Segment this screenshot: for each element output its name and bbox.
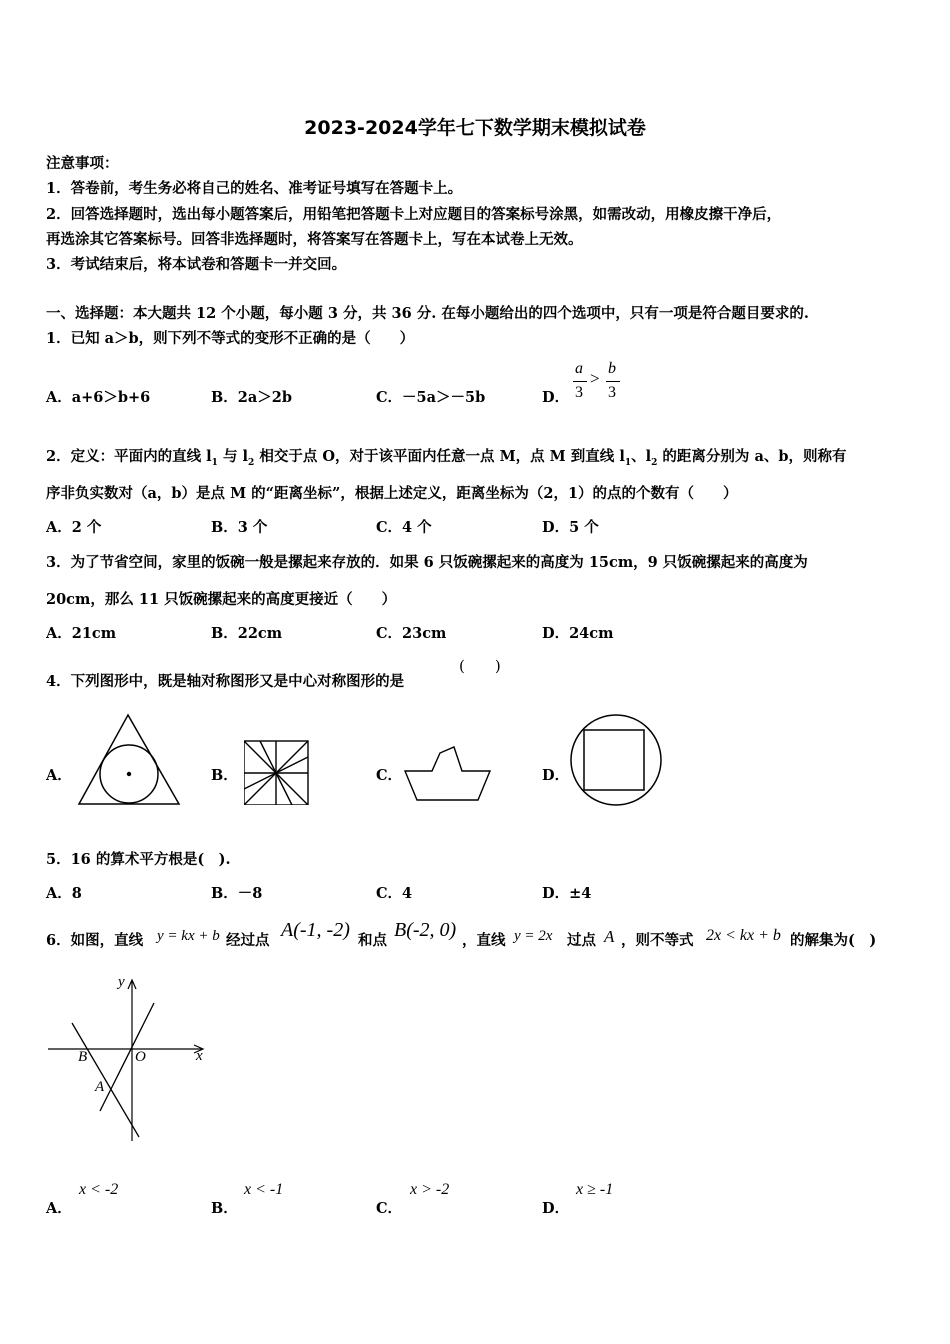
- q4-option-d-label: D．: [542, 767, 570, 784]
- q1-d-numerator-a: a: [575, 360, 583, 377]
- q1-stem: 1．已知 a＞b，则下列不等式的变形不正确的是（ ）: [46, 330, 415, 347]
- q5-stem: 5．16 的算术平方根是( ).: [46, 851, 231, 868]
- q2-option-a: A．2 个: [46, 519, 102, 536]
- q6-option-b: x < -1: [244, 1181, 284, 1198]
- q1-d-denominator-1: 3: [575, 384, 583, 401]
- q4-option-b-label: B．: [211, 767, 238, 784]
- q1-option-b: B．2a＞2b: [211, 389, 292, 406]
- notice-item-3: 3．考试结束后，将本试卷和答题卡一并交回。: [46, 256, 347, 273]
- q6-a-label: A: [95, 1079, 105, 1095]
- q6-point-b: B(-2, 0): [394, 919, 457, 941]
- q1-option-c: C．－5a＞－5b: [376, 389, 486, 406]
- notice-item-2-line-1: 2．回答选择题时，选出每小题答案后，用铅笔把答题卡上对应题目的答案标号涂黑，如需改动，用橡皮擦干净后，: [46, 206, 782, 223]
- q1-option-d-fraction: [572, 360, 628, 406]
- q6-stem-4: ，直线: [462, 932, 506, 949]
- q6-b-label: B: [78, 1049, 88, 1065]
- q2-text-2: 与 l: [217, 448, 249, 465]
- q6-option-c-label: C．: [376, 1200, 403, 1217]
- q2-sub-3: 1: [624, 457, 632, 468]
- q6-origin-label: O: [135, 1049, 146, 1065]
- q4-answer-paren: ( ): [459, 657, 501, 675]
- q2-sub-4: 2: [651, 457, 658, 468]
- q1-d-fraction-bar-1: [573, 381, 587, 382]
- q2-line-1: [46, 445, 847, 468]
- q6-y-label: y: [118, 974, 125, 990]
- q3-option-c: C．23cm: [376, 625, 447, 642]
- q4-figure-a-triangle-circle: [75, 712, 185, 808]
- q2-option-c: C．4 个: [376, 519, 432, 536]
- q4-option-a-label: A．: [46, 767, 72, 784]
- q4-d-square: [584, 730, 644, 790]
- q6-option-a-label: A．: [46, 1200, 72, 1217]
- page-title: 2023-2024学年七下数学期末模拟试卷: [304, 117, 646, 139]
- section-heading: 一、选择题：本大题共 12 个小题，每小题 3 分，共 36 分. 在每小题给出的四个选项中，只有一项是符合题目要求的.: [46, 305, 809, 322]
- q6-stem-3: 和点: [358, 932, 387, 949]
- q6-point-a-ref: A: [604, 927, 615, 946]
- q4-figure-c-boat: [402, 745, 494, 805]
- q6-stem-7: 的解集为( ): [790, 932, 877, 949]
- q6-option-a: x < -2: [79, 1181, 119, 1198]
- q2-text-1: 2．定义：平面内的直线 l: [46, 448, 212, 465]
- q4-figure-b-pinwheel: [240, 738, 314, 810]
- q6-line-equation: y = kx + b: [157, 928, 220, 944]
- q1-d-numerator-b: b: [608, 360, 616, 377]
- q6-stem-6: ，则不等式: [621, 932, 694, 949]
- q3-option-d: D．24cm: [542, 625, 614, 642]
- q2-text-4: 、l: [631, 448, 652, 465]
- q6-x-label: x: [196, 1048, 203, 1064]
- q2-text-3: 相交于点 O，对于该平面内任意一点 M，点 M 到直线 l: [254, 448, 625, 465]
- q1-d-denominator-2: 3: [608, 384, 616, 401]
- q1-d-fraction-bar-2: [606, 381, 620, 382]
- notice-heading: 注意事项：: [46, 155, 119, 172]
- q5-option-a: A．8: [46, 885, 82, 902]
- q6-stem-1: 6．如图，直线: [46, 932, 144, 949]
- notice-item-2-line-2: 再选涂其它答案标号。回答非选择题时，将答案写在答题卡上，写在本试卷上无效。: [46, 231, 583, 248]
- q5-option-c: C．4: [376, 885, 413, 902]
- q6-option-d-label: D．: [542, 1200, 570, 1217]
- q1-option-a: A．a+6＞b+6: [46, 389, 151, 406]
- notice-item-1: 1．答卷前，考生务必将自己的姓名、准考证号填写在答题卡上。: [46, 180, 463, 197]
- q6-graph: [44, 965, 219, 1147]
- q6-line-2-equation: y = 2x: [514, 928, 553, 944]
- q2-sub-1: 1: [211, 457, 218, 468]
- q3-line-2: 20cm，那么 11 只饭碗摞起来的高度更接近（ ）: [46, 591, 397, 608]
- q6-line-2x: [100, 1003, 154, 1111]
- q4-figure-d-circle-square: [568, 712, 664, 808]
- q6-option-c: x > -2: [410, 1181, 450, 1198]
- q1-d-greater-sign: >: [590, 369, 600, 388]
- q6-stem-2: 经过点: [226, 932, 270, 949]
- q4-a-triangle: [79, 715, 179, 804]
- q6-option-b-label: B．: [211, 1200, 238, 1217]
- q5-option-b: B．－8: [211, 885, 263, 902]
- q3-option-b: B．22cm: [211, 625, 283, 642]
- q1-option-d-label: D．: [542, 389, 570, 406]
- q6-point-a: A(-1, -2): [281, 919, 350, 941]
- q6-inequality: 2x < kx + b: [706, 927, 781, 944]
- q4-option-c-label: C．: [376, 767, 403, 784]
- q6-stem-5: 过点: [567, 932, 596, 949]
- q6-line-kx-b: [72, 1023, 139, 1137]
- q2-option-d: D．5 个: [542, 519, 599, 536]
- q5-option-d: D．±4: [542, 885, 592, 902]
- q4-a-center-dot: [127, 772, 131, 776]
- q4-c-boat-outline: [405, 747, 490, 800]
- q2-text-5: 的距离分别为 a、b，则称有: [657, 448, 847, 465]
- q6-option-d: x ≥ -1: [576, 1181, 614, 1198]
- q2-line-2: 序非负实数对（a，b）是点 M 的“距离坐标”，根据上述定义，距离坐标为（2，1）的点的个数有（ ）: [46, 485, 738, 502]
- q2-option-b: B．3 个: [211, 519, 268, 536]
- q3-line-1: 3．为了节省空间，家里的饭碗一般是摞起来存放的．如果 6 只饭碗摞起来的高度为 15cm，9 只饭碗摞起来的高度为: [46, 554, 808, 571]
- q4-stem: 4．下列图形中，既是轴对称图形又是中心对称图形的是: [46, 673, 405, 690]
- q2-sub-2: 2: [248, 457, 255, 468]
- q3-option-a: A．21cm: [46, 625, 117, 642]
